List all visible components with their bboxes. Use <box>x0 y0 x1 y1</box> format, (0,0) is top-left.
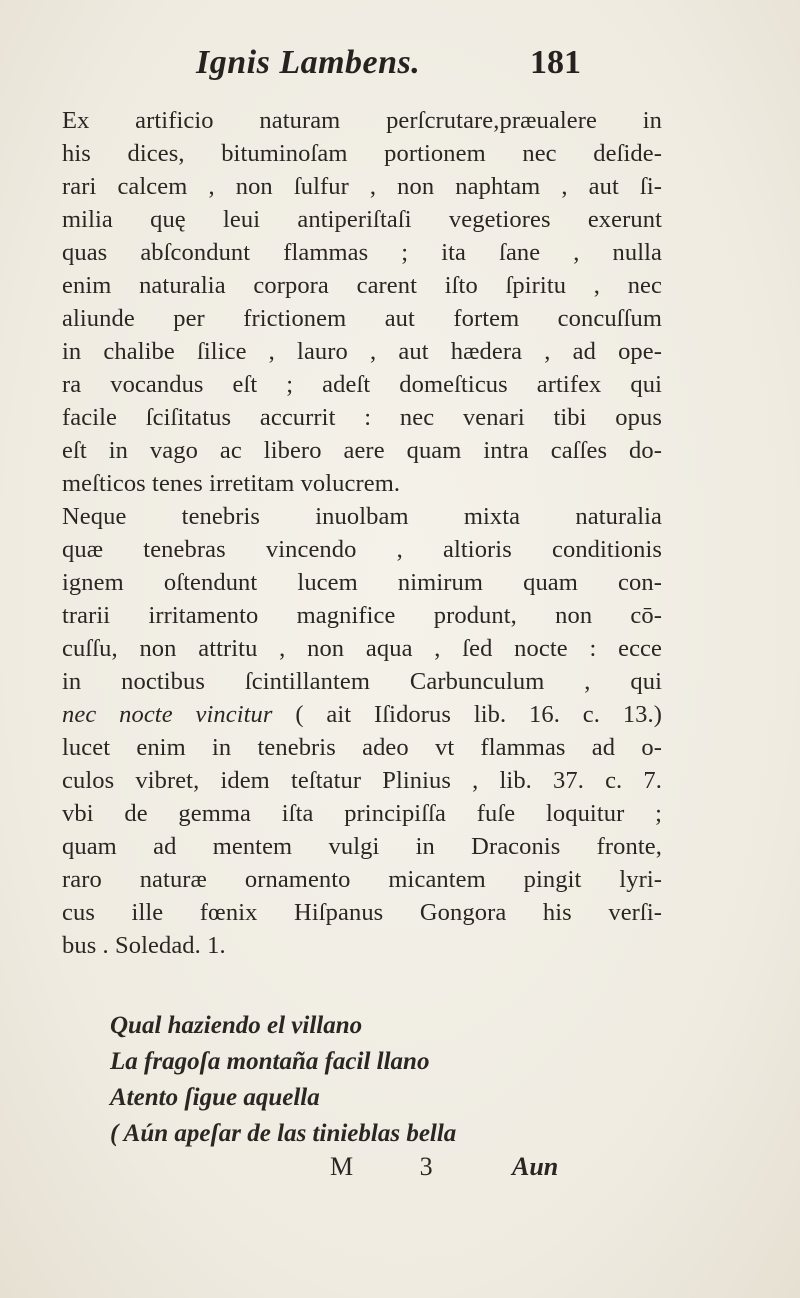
catchword: Aun <box>512 1152 559 1181</box>
text-line: milia quę leui antiperiſtaſi vegetiores exerunt <box>62 206 662 233</box>
text-line: trarii irritamento magnifice produnt, non cō- <box>62 602 662 629</box>
text-line: cuſſu, non attritu , non aqua , ſed nocte : ecce <box>62 635 662 662</box>
text-line: facile ſciſitatus accurrit : nec venari tibi opus <box>62 404 662 431</box>
text-line: Neque tenebris inuolbam mixta naturalia <box>62 503 662 530</box>
italic-phrase: nec nocte vincitur <box>62 701 273 728</box>
verse-line: La fragoſa montaña facil llano <box>110 1048 430 1075</box>
text-line: cus ille fœnix Hiſpanus Gongora his verſi- <box>62 899 662 926</box>
text-line: his dices, bituminoſam portionem nec deſide- <box>62 140 662 167</box>
citation: ( ait Iſidorus lib. 16. c. 13.) <box>295 701 662 728</box>
page-number: 181 <box>530 44 581 81</box>
text-line: meſticos tenes irretitam volucrem. <box>62 470 401 497</box>
text-line: in chalibe ſilice , lauro , aut hædera , ad ope- <box>62 338 662 365</box>
text-line: raro naturæ ornamento micantem pingit lyri- <box>62 866 662 893</box>
text-line: aliunde per frictionem aut fortem concuſſum <box>62 305 662 332</box>
page-footer <box>0 1152 800 1192</box>
verse-line: Qual haziendo el villano <box>110 1012 363 1039</box>
verse-line: Atento ſigue aquella <box>110 1084 320 1111</box>
text-line: eſt in vago ac libero aere quam intra caſſes do- <box>62 437 662 464</box>
text-line: quas abſcondunt flammas ; ita ſane , nulla <box>62 239 662 266</box>
text-line: quæ tenebras vincendo , altioris conditionis <box>62 536 662 563</box>
text-line: in noctibus ſcintillantem Carbunculum , qui <box>62 668 662 695</box>
signature-mark: M 3 <box>330 1152 463 1181</box>
text-line: quam ad mentem vulgi in Draconis fronte, <box>62 833 662 860</box>
text-line: lucet enim in tenebris adeo vt flammas ad o- <box>62 734 662 761</box>
text-line: vbi de gemma iſta principiſſa fuſe loquitur ; <box>62 800 662 827</box>
text-line: bus . Soledad. 1. <box>62 932 226 959</box>
text-line: Ex artificio naturam perſcrutare,præualere in <box>62 107 662 134</box>
body-text <box>62 104 662 962</box>
text-line: ignem oſtendunt lucem nimirum quam con- <box>62 569 662 596</box>
text-line: enim naturalia corpora carent iſto ſpiritu , nec <box>62 272 662 299</box>
text-line: culos vibret, idem teſtatur Plinius , lib. 37. c. 7. <box>62 767 662 794</box>
verse-quotation <box>110 1008 670 1152</box>
text-line: ra vocandus eſt ; adeſt domeſticus artifex qui <box>62 371 662 398</box>
text-line-mixed <box>62 698 662 731</box>
paragraph-1 <box>62 104 662 500</box>
text-line: rari calcem , non ſulfur , non naphtam , aut ſi- <box>62 173 662 200</box>
paragraph-2 <box>62 500 662 962</box>
verse-line: ( Aún apeſar de las tinieblas bella <box>110 1120 457 1147</box>
page-header <box>0 42 800 92</box>
running-title: Ignis Lambens. <box>196 44 421 81</box>
